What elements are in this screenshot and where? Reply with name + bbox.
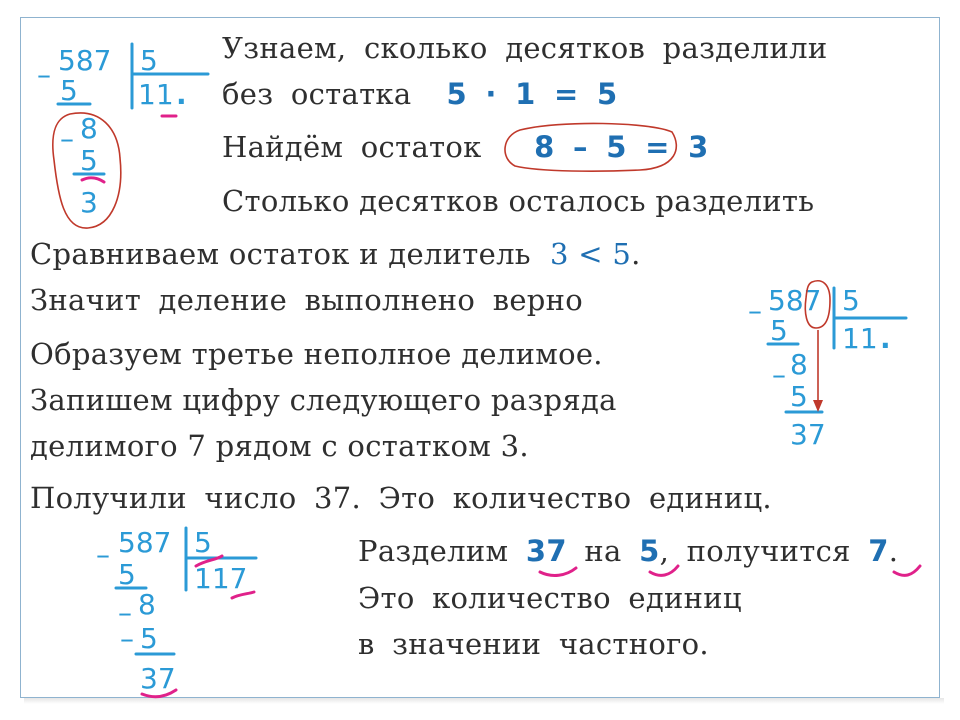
form-line3: делимого 7 рядом с остатком 3.	[30, 429, 529, 463]
divide-w1: Разделим	[358, 534, 509, 568]
w3-quotient: 117	[194, 562, 248, 595]
w1-dividend: 587	[58, 44, 112, 77]
form-line1: Образуем третье неполное делимое.	[30, 337, 603, 371]
divide-line2: Это количество единиц	[358, 581, 742, 615]
w2-rem3: 37	[790, 418, 826, 451]
w2-divisor: 5	[842, 284, 860, 317]
step2-prefix: Найдём остаток	[222, 130, 482, 164]
divide-n2: 5	[639, 534, 660, 568]
step2-formula: 8 – 5 = 3	[534, 130, 709, 164]
w1-rem-minus: –	[60, 122, 74, 155]
w3-rem3: 37	[140, 662, 176, 695]
divide-n3: 7	[868, 534, 889, 568]
step1-formula: 5 · 1 = 5	[446, 77, 618, 111]
w2-dot: .	[880, 322, 891, 355]
w2-rem-minus: –	[772, 358, 786, 391]
w1-rem2: 5	[80, 144, 98, 177]
w2-rem2: 5	[790, 380, 808, 413]
divide-end: .	[888, 534, 899, 568]
divide-w2: на	[584, 534, 622, 568]
w3-dividend: 587	[118, 526, 172, 559]
compare-line2: Значит деление выполнено верно	[30, 283, 584, 317]
divide-n1: 37	[525, 534, 567, 568]
w1-dot: .	[176, 78, 187, 111]
w2-minus: –	[748, 294, 762, 327]
w1-divisor: 5	[140, 44, 158, 77]
w1-rem1: 8	[80, 112, 98, 145]
w3-rem-minus2: –	[120, 622, 134, 655]
form-line2: Запишем цифру следующего разряда	[30, 383, 617, 417]
step1-line1: Узнаем, сколько десятков разделили	[222, 31, 828, 65]
compare-expr: 3 < 5	[549, 237, 632, 271]
w3-sub: 5	[118, 558, 136, 591]
w3-rem2: 5	[140, 622, 158, 655]
compare-prefix: Сравниваем остаток и делитель	[30, 237, 531, 271]
w3-rem1: 8	[138, 588, 156, 621]
w2-rem1: 8	[790, 348, 808, 381]
step3-line: Столько десятков осталось разделить	[222, 184, 815, 218]
divide-w3: , получится	[659, 534, 851, 568]
step1-line2-prefix: без остатка	[222, 77, 412, 111]
w3-divisor: 5	[194, 526, 212, 559]
w1-rem3: 3	[80, 186, 98, 219]
divide-line3: в значении частного.	[358, 627, 709, 661]
compare-end: .	[631, 237, 641, 271]
w2-dividend: 587	[768, 284, 822, 317]
w1-minus: –	[37, 58, 51, 91]
w3-minus: –	[96, 538, 110, 571]
got-line: Получили число 37. Это количество единиц.	[30, 481, 772, 515]
w2-sub: 5	[770, 314, 788, 347]
w1-quotient: 11	[138, 78, 174, 111]
w2-quotient: 11	[842, 322, 878, 355]
w1-sub: 5	[60, 74, 78, 107]
w3-rem-minus1: –	[118, 596, 132, 629]
